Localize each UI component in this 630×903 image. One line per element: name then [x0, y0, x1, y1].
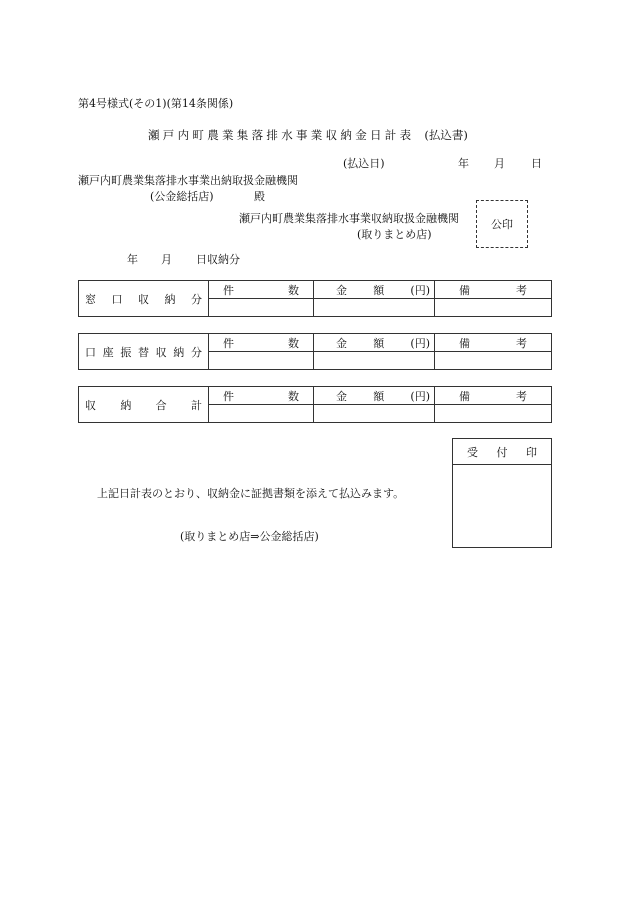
remarks-header: 備 考	[435, 334, 552, 352]
form-id: 第4号様式(その1)(第14条関係)	[78, 97, 234, 110]
receipt-stamp-box	[452, 438, 552, 548]
amount-field[interactable]	[314, 352, 435, 370]
payment-date-month: 月	[494, 157, 505, 170]
collection-month: 月	[161, 253, 172, 266]
sender-sub: (取りまとめ店)	[357, 228, 432, 241]
sender: 瀬戸内町農業集落排水事業収納取扱金融機関	[239, 212, 459, 225]
addressee-branch: (公金総括店)	[150, 190, 214, 203]
section-table-window	[78, 280, 552, 317]
count-field[interactable]	[209, 405, 314, 423]
amount-header: 金 額 (円)	[314, 281, 435, 299]
official-seal-label: 公印	[491, 218, 513, 231]
collection-day: 日収納分	[196, 253, 240, 266]
payment-date-day: 日	[531, 157, 542, 170]
addressee: 瀬戸内町農業集落排水事業出納取扱金融機関	[78, 174, 298, 187]
addressee-honorific: 殿	[254, 190, 265, 203]
count-field[interactable]	[209, 352, 314, 370]
receipt-stamp-header: 受 付 印	[453, 439, 551, 465]
amount-header: 金 額 (円)	[314, 387, 435, 405]
remarks-header: 備 考	[435, 387, 552, 405]
count-header: 件 数	[209, 281, 314, 299]
payment-date-year: 年	[458, 157, 469, 170]
title-main: 瀬戸内町農業集落排水事業収納金日計表	[148, 128, 415, 142]
collection-year: 年	[127, 253, 138, 266]
section-table-total	[78, 386, 552, 423]
count-field[interactable]	[209, 299, 314, 317]
section-label: 収 納 合 計	[85, 398, 202, 412]
amount-field[interactable]	[314, 299, 435, 317]
official-seal-box	[476, 200, 528, 248]
section-label-cell	[79, 334, 209, 370]
count-header: 件 数	[209, 387, 314, 405]
section-label-cell	[79, 281, 209, 317]
remarks-field[interactable]	[435, 299, 552, 317]
route-note: (取りまとめ店⇒公金総括店)	[180, 530, 319, 543]
section-label-cell	[79, 387, 209, 423]
document-title	[148, 127, 468, 143]
title-sub: (払込書)	[424, 128, 468, 142]
statement: 上記日計表のとおり、収納金に証拠書類を添えて払込みます。	[97, 487, 405, 500]
amount-header: 金 額 (円)	[314, 334, 435, 352]
amount-field[interactable]	[314, 405, 435, 423]
payment-date-label: (払込日)	[343, 157, 385, 170]
remarks-field[interactable]	[435, 352, 552, 370]
remarks-field[interactable]	[435, 405, 552, 423]
section-label: 口 座 振 替 収 納 分	[85, 345, 202, 359]
remarks-header: 備 考	[435, 281, 552, 299]
section-table-account-transfer	[78, 333, 552, 370]
section-label: 窓 口 収 納 分	[85, 292, 202, 306]
count-header: 件 数	[209, 334, 314, 352]
